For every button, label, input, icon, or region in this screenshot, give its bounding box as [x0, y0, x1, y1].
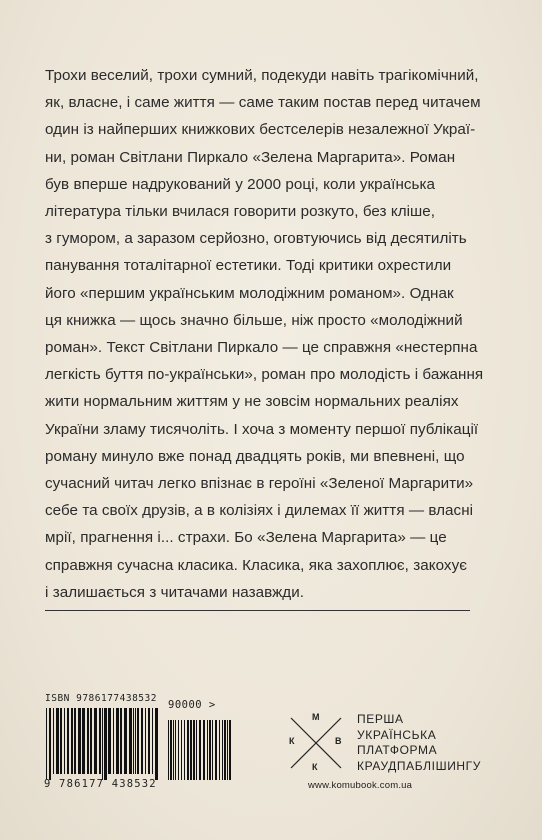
barcode-bar — [168, 720, 169, 780]
barcode-bar — [178, 720, 179, 780]
publisher-logo — [285, 712, 347, 774]
blurb-line: ни, роман Світлани Пиркало «Зелена Маргарита». Роман — [45, 148, 456, 166]
blurb-line: справжня сучасна класика. Класика, яка захоплює, закохує — [45, 556, 468, 574]
barcode-bar — [120, 708, 122, 774]
blurb-line: легкість буття по-українськи», роман про молодість і бажання — [45, 366, 484, 384]
barcode-bar — [175, 720, 176, 780]
logo-letter-left: К — [289, 736, 295, 746]
barcode-digits: 9 786177 438532 — [44, 778, 157, 790]
barcode-bar — [141, 708, 143, 774]
barcode-bar — [49, 708, 51, 780]
barcode-bar — [190, 720, 192, 780]
barcode-bar — [133, 708, 134, 774]
logo-letter-top: М — [312, 712, 320, 722]
barcode-bar — [56, 708, 59, 774]
barcode-bar — [99, 708, 101, 774]
barcode-bar — [129, 708, 132, 774]
barcode-bar — [199, 720, 201, 780]
blurb-line: роман». Текст Світлани Пиркало — це справжня «нестерпна — [45, 339, 478, 357]
blurb-line: з гумором, а заразом серйозно, оговтуючись від десятиліть — [45, 230, 467, 248]
tagline-line: ПЛАТФОРМА — [357, 743, 438, 757]
barcode-bar — [113, 708, 114, 774]
barcode-bar — [87, 708, 89, 774]
barcode-bar — [104, 708, 107, 780]
barcode-bar — [148, 708, 150, 774]
barcode-bar — [196, 720, 197, 780]
barcode-bars — [40, 706, 240, 786]
blurb-line: сучасний читач легко впізнає в героїні «Зеленої Маргарити» — [45, 475, 474, 493]
tagline-line: ПЕРША — [357, 712, 404, 726]
blurb-line: панування тоталітарної естетики. Тоді критики охрестили — [45, 257, 452, 275]
barcode-bar — [184, 720, 185, 780]
barcode-bar — [64, 708, 65, 774]
barcode-bar — [224, 720, 226, 780]
blurb-line: мрії, прагнення і... страхи. Бо «Зелена Маргарита» — це — [45, 529, 447, 547]
barcode-bar — [46, 708, 47, 780]
barcode-bar — [155, 708, 158, 780]
barcode-bar — [170, 720, 172, 780]
barcode-bar — [229, 720, 231, 780]
divider-line — [45, 610, 470, 611]
barcode-bar — [137, 708, 139, 774]
logo-letter-bottom: К — [312, 762, 318, 772]
blurb-line: ця книжка — щось значно більше, ніж просто «молодіжний — [45, 311, 463, 329]
barcode-bar — [203, 720, 205, 780]
tagline-line: УКРАЇНСЬКА — [357, 727, 437, 742]
barcode-bar — [108, 708, 111, 774]
logo-letter-right: В — [335, 736, 342, 746]
blurb-line: був вперше надрукований у 2000 році, коли українська — [45, 175, 436, 193]
barcode-bar — [102, 708, 103, 780]
barcode-bar — [212, 720, 213, 780]
barcode-bar — [193, 720, 195, 780]
barcode-bar — [173, 720, 174, 780]
blurb-line: себе та своїх друзів, а в колізіях і дилемах її життя — власні — [45, 502, 474, 520]
barcode-bar — [187, 720, 189, 780]
barcode-bar — [135, 708, 136, 774]
blurb-line: роману минуло вже понад двадцять років, ми впевнені, що — [45, 447, 465, 465]
blurb-line: література тільки вчилася говорити розкуто, без кліше, — [45, 203, 436, 221]
blurb-line: його «першим українським молодіжним романом». Однак — [45, 284, 454, 302]
publisher-tagline — [357, 712, 481, 774]
barcode-bar — [60, 708, 62, 774]
barcode-bar — [67, 708, 69, 774]
barcode-bar — [215, 720, 217, 780]
blurb-text — [45, 62, 485, 606]
barcode-bar — [71, 708, 73, 774]
blurb-line: жити нормальним життям у не зовсім нормальних реаліях — [45, 393, 459, 411]
barcode-bar — [145, 708, 146, 774]
barcode-bar — [181, 720, 182, 780]
publisher-website: www.komubook.com.ua — [308, 780, 413, 791]
barcode-bar — [74, 708, 76, 774]
barcode-bar — [82, 708, 85, 774]
barcode-bar — [90, 708, 92, 774]
barcode-bar — [94, 708, 97, 774]
barcode-bar — [222, 720, 223, 780]
barcode-bar — [53, 708, 54, 774]
blurb-line: Трохи веселий, трохи сумний, подекуди навіть трагікомічний, — [45, 67, 479, 84]
barcode-bar — [124, 708, 127, 774]
barcode-bar — [152, 708, 153, 774]
barcode-bar — [209, 720, 211, 780]
blurb-line: як, власне, і саме життя — саме таким постав перед читачем — [45, 94, 481, 112]
barcode-addon: 90000 > — [168, 699, 216, 711]
tagline-line: КРАУДПАБЛІШИНГУ — [357, 758, 482, 773]
blurb-line: один із найперших книжкових бестселерів незалежної Украї- — [45, 121, 476, 139]
blurb-line: і залишається з читачами назавжди. — [45, 583, 305, 601]
barcode-bar — [78, 708, 81, 774]
barcode-bar — [116, 708, 119, 774]
isbn-label: ISBN 9786177438532 — [45, 693, 157, 704]
blurb-line: України зламу тисячоліть. І хоча з моменту першої публікації — [45, 420, 479, 438]
barcode-bar — [219, 720, 220, 780]
barcode-bar — [227, 720, 228, 780]
barcode-bar — [207, 720, 208, 780]
